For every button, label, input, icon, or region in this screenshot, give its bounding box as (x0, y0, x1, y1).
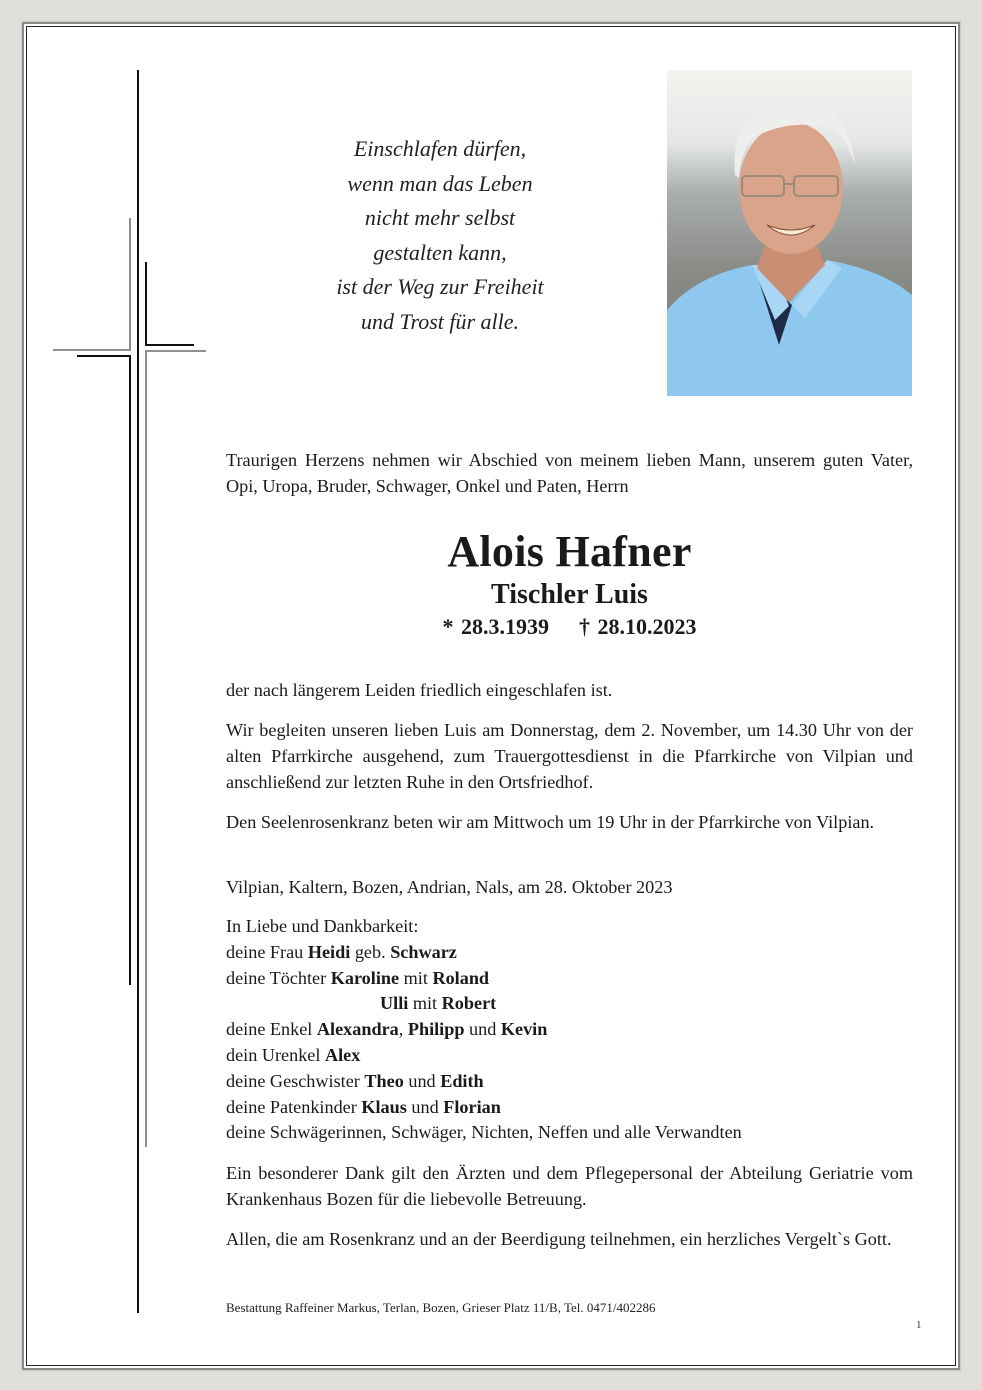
family-daughters (226, 966, 913, 992)
thanks-paragraph (226, 1160, 913, 1212)
poem-line: Einschlafen dürfen, (353, 136, 527, 161)
cross-right-arm-black (145, 344, 194, 346)
name: Robert (441, 993, 497, 1014)
name: Kevin (500, 1019, 548, 1040)
page-number: 1 (916, 1319, 922, 1331)
name: Heidi (307, 941, 351, 962)
family-grandchildren (226, 1017, 913, 1043)
rosary-paragraph (226, 809, 913, 835)
name: Alexandra (316, 1019, 399, 1040)
cross-right-lower-gray (145, 350, 147, 1147)
name: Theo (364, 1070, 404, 1091)
death-date: † 28.10.2023 (579, 614, 697, 639)
closing-text: Allen, die am Rosenkranz und an der Beerdigung teilnehmen, ein herzliches Vergelt`s Gott. (226, 1229, 892, 1249)
label: , (398, 1019, 408, 1040)
label: und (464, 1019, 501, 1040)
label: dein Urenkel (226, 1044, 325, 1065)
label: deine Patenkinder (226, 1096, 362, 1117)
cross-left-arm-gray (53, 349, 131, 351)
name: Ulli (380, 993, 409, 1014)
deceased-alias: Tischler Luis (491, 579, 648, 610)
poem (300, 132, 580, 339)
thanks-text: Ein besonderer Dank gilt den Ärzten und dem Pflegepersonal der Abteilung Geriatrie vom Krankenhaus Bozen für die liebevolle Betreuung. (226, 1163, 913, 1209)
funeral-home-footer: Bestattung Raffeiner Markus, Terlan, Bozen, Grieser Platz 11/B, Tel. 0471/402286 (226, 1300, 656, 1315)
closing-paragraph (226, 1226, 913, 1252)
family-wife (226, 940, 913, 966)
name: Florian (443, 1096, 501, 1117)
place-date-text: Vilpian, Kaltern, Bozen, Andrian, Nals, am 28. Oktober 2023 (226, 877, 673, 897)
intro-text: Traurigen Herzens nehmen wir Abschied von meinem lieben Mann, unserem guten Vater, Opi, Uropa, Bruder, Schwager, Onkel und Paten, Herrn (226, 450, 913, 496)
label: deine Töchter (226, 967, 331, 988)
label: deine Frau (226, 941, 308, 962)
poem-line: wenn man das Leben (347, 170, 533, 196)
cross-left-arm-black (77, 355, 131, 357)
deceased-name: Alois Hafner (447, 527, 692, 576)
name: Klaus (361, 1096, 407, 1117)
family-siblings (226, 1069, 913, 1095)
funeral-text: Wir begleiten unseren lieben Luis am Donnerstag, dem 2. November, um 14.30 Uhr von der alten Pfarrkirche ausgehend, zum Trauergottesdienst in die Pfarrkirche von Vilpian und anschließend zur letzten Ruhe in den Ortsfriedhof. (226, 720, 913, 792)
poem-line: gestalten kann, (373, 239, 507, 265)
name: Philipp (407, 1019, 465, 1040)
name: Edith (440, 1070, 484, 1091)
cross-left-lower-black (129, 355, 131, 985)
label: geb. (350, 941, 391, 962)
family-godchildren (226, 1095, 913, 1121)
portrait-photo (667, 70, 912, 396)
name: Karoline (330, 967, 400, 988)
label: deine Enkel (226, 1019, 317, 1040)
place-date-paragraph (226, 874, 913, 900)
family-relatives: deine Schwägerinnen, Schwäger, Nichten, Neffen und alle Verwandten (226, 1122, 742, 1143)
intro-paragraph (226, 447, 913, 499)
funeral-paragraph (226, 717, 913, 795)
poem-line: nicht mehr selbst (364, 205, 516, 230)
cross-left-upper-gray (129, 218, 131, 351)
passing-text: der nach längerem Leiden friedlich eingeschlafen ist. (226, 680, 613, 700)
cross-right-upper-black (145, 262, 147, 346)
label: deine Geschwister (226, 1070, 365, 1091)
name: Roland (432, 967, 490, 988)
name: Alex (324, 1044, 361, 1065)
rosary-text: Den Seelenrosenkranz beten wir am Mittwoch um 19 Uhr in der Pfarrkirche von Vilpian. (226, 812, 875, 832)
cross-main-vertical (137, 70, 139, 1313)
family-list (226, 914, 913, 1146)
portrait-illustration (667, 70, 912, 396)
poem-line: und Trost für alle. (360, 308, 520, 334)
birth-date: * 28.3.1939 (442, 614, 549, 639)
cross-right-arm-gray (145, 350, 206, 352)
family-great-grandchild (226, 1043, 913, 1069)
deceased-block (226, 526, 913, 642)
label: und (406, 1096, 444, 1117)
family-heading: In Liebe und Dankbarkeit: (226, 916, 419, 936)
family-daughters-2 (226, 991, 913, 1017)
label: mit (399, 967, 433, 988)
life-dates (226, 612, 913, 642)
passing-paragraph (226, 677, 913, 703)
label: und (403, 1070, 441, 1091)
label: mit (408, 993, 442, 1014)
poem-line: ist der Weg zur Freiheit (336, 274, 544, 299)
name: Schwarz (390, 941, 457, 962)
